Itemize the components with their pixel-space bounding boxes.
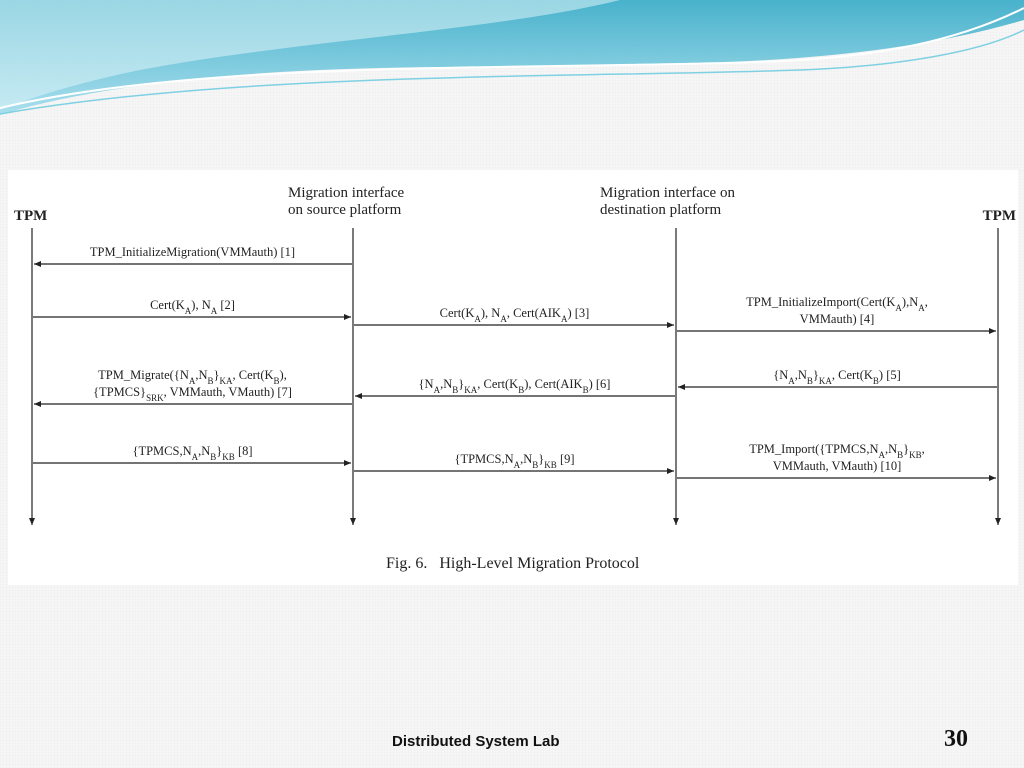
participant-label-mi-src-line-2: on source platform bbox=[288, 202, 402, 218]
footer-lab-name: Distributed System Lab bbox=[392, 733, 560, 750]
page-number: 30 bbox=[944, 726, 968, 752]
message-label-m9-line-1: $\{TPMCS,N_A,N_B\}_{KB}$ [9] bbox=[454, 452, 575, 470]
message-label-m4-line-2: VMMauth) [4] bbox=[799, 312, 875, 326]
participant-label-mi-dst-line-2: destination platform bbox=[600, 202, 722, 218]
message-label-m7-line-1: $TPM\_Migrate(\{N_A,N_B\}_{KA}$, $Cert(K_B)$, bbox=[98, 368, 287, 386]
message-label-m10-line-1: $TPM\_Import(\{TPMCS,N_A,N_B\}_{KB}$, bbox=[749, 442, 925, 460]
participant-label-mi-src-line-1: Migration interface bbox=[288, 185, 405, 201]
figure-caption: Fig. 6. High-Level Migration Protocol bbox=[386, 555, 640, 572]
message-label-m1-line-1: TPM_InitializeMigration(VMMauth) [1] bbox=[89, 245, 296, 259]
message-label-m3-line-1: $Cert(K_A)$, $N_A$, $Cert(AIK_A)$ [3] bbox=[439, 306, 590, 324]
message-label-m5-line-1: $\{N_A,N_B\}_{KA}$, $Cert(K_B)$ [5] bbox=[773, 368, 901, 386]
message-label-m10-line-2: VMMauth, VMauth) [10] bbox=[772, 459, 902, 473]
participant-label-mi-dst-line-1: Migration interface on bbox=[600, 185, 735, 201]
participant-label-tpm-src-line-1: TPM bbox=[14, 208, 48, 224]
participant-label-tpm-dst-line-1: TPM bbox=[982, 208, 1016, 224]
message-label-m6-line-1: $\{N_A,N_B\}_{KA}$, $Cert(K_B)$, $Cert(AIK_B)$ [6] bbox=[418, 377, 611, 395]
message-label-m2-line-1: $Cert(K_A)$, $N_A$ [2] bbox=[150, 298, 235, 316]
message-label-m8-line-1: $\{TPMCS,N_A,N_B\}_{KB}$ [8] bbox=[132, 444, 253, 462]
message-label-m7-line-2: $\{TPMCS\}_{SRK}$, VMMauth, VMauth) [7] bbox=[93, 385, 292, 403]
message-label-m4-line-1: $TPM\_InitializeImport(Cert(K_A),N_A$, bbox=[746, 295, 928, 313]
